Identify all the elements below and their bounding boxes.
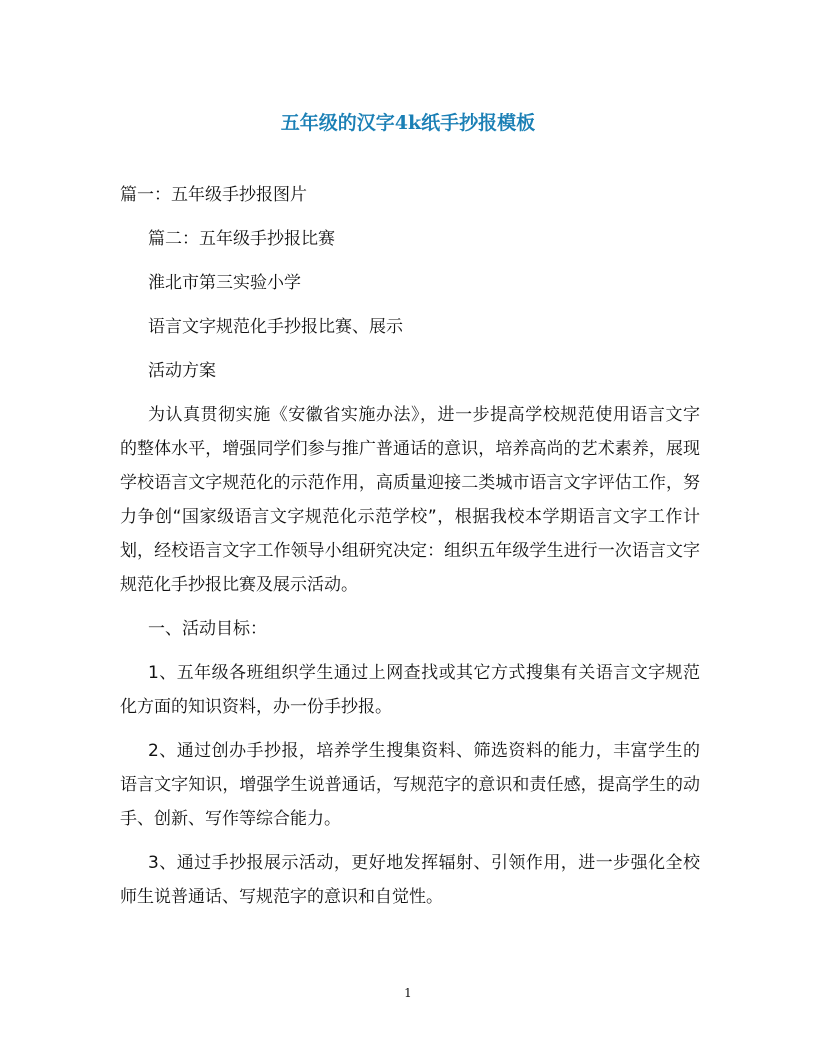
paragraph-event-title: 语言文字规范化手抄报比赛、展示 — [148, 317, 403, 337]
paragraph-goal-3: 3、通过手抄报展示活动，更好地发挥辐射、引领作用，进一步强化全校师生说普通话、写规范字的意识和自觉性。 — [120, 853, 700, 907]
page-number: 1 — [404, 986, 412, 1000]
paragraph-goal-1: 1、五年级各班组织学生通过上网查找或其它方式搜集有关语言文字规范化方面的知识资料，办一份手抄报。 — [120, 663, 700, 717]
page-title: 五年级的汉字4k纸手抄报模板 — [280, 112, 536, 134]
paragraph-heading-2: 篇二：五年级手抄报比赛 — [148, 229, 335, 249]
paragraph-intro: 为认真贯彻实施《安徽省实施办法》，进一步提高学校规范使用语言文字的整体水平，增强同学们参与推广普通话的意识，培养高尚的艺术素养，展现学校语言文字规范化的示范作用，高质量迎接二类城市语言文字评估工作，努力争创“国家级语言文字规范化示范学校”，根据我校本学期语言文字工作计划，经校语言文字工作领导小组研究决定：组织五年级学生进行一次语言文字规范化手抄报比赛及展示活动。 — [120, 405, 700, 595]
paragraph-heading-1: 篇一：五年级手抄报图片 — [120, 185, 307, 205]
document-body — [120, 178, 700, 914]
paragraph-goals-heading: 一、活动目标： — [148, 619, 267, 639]
paragraph-school-name: 淮北市第三实验小学 — [148, 273, 301, 293]
paragraph-goal-2: 2、通过创办手抄报，培养学生搜集资料、筛选资料的能力，丰富学生的语言文字知识，增强学生说普通话，写规范字的意识和责任感，提高学生的动手、创新、写作等综合能力。 — [120, 741, 700, 829]
paragraph-plan-label: 活动方案 — [148, 361, 216, 381]
